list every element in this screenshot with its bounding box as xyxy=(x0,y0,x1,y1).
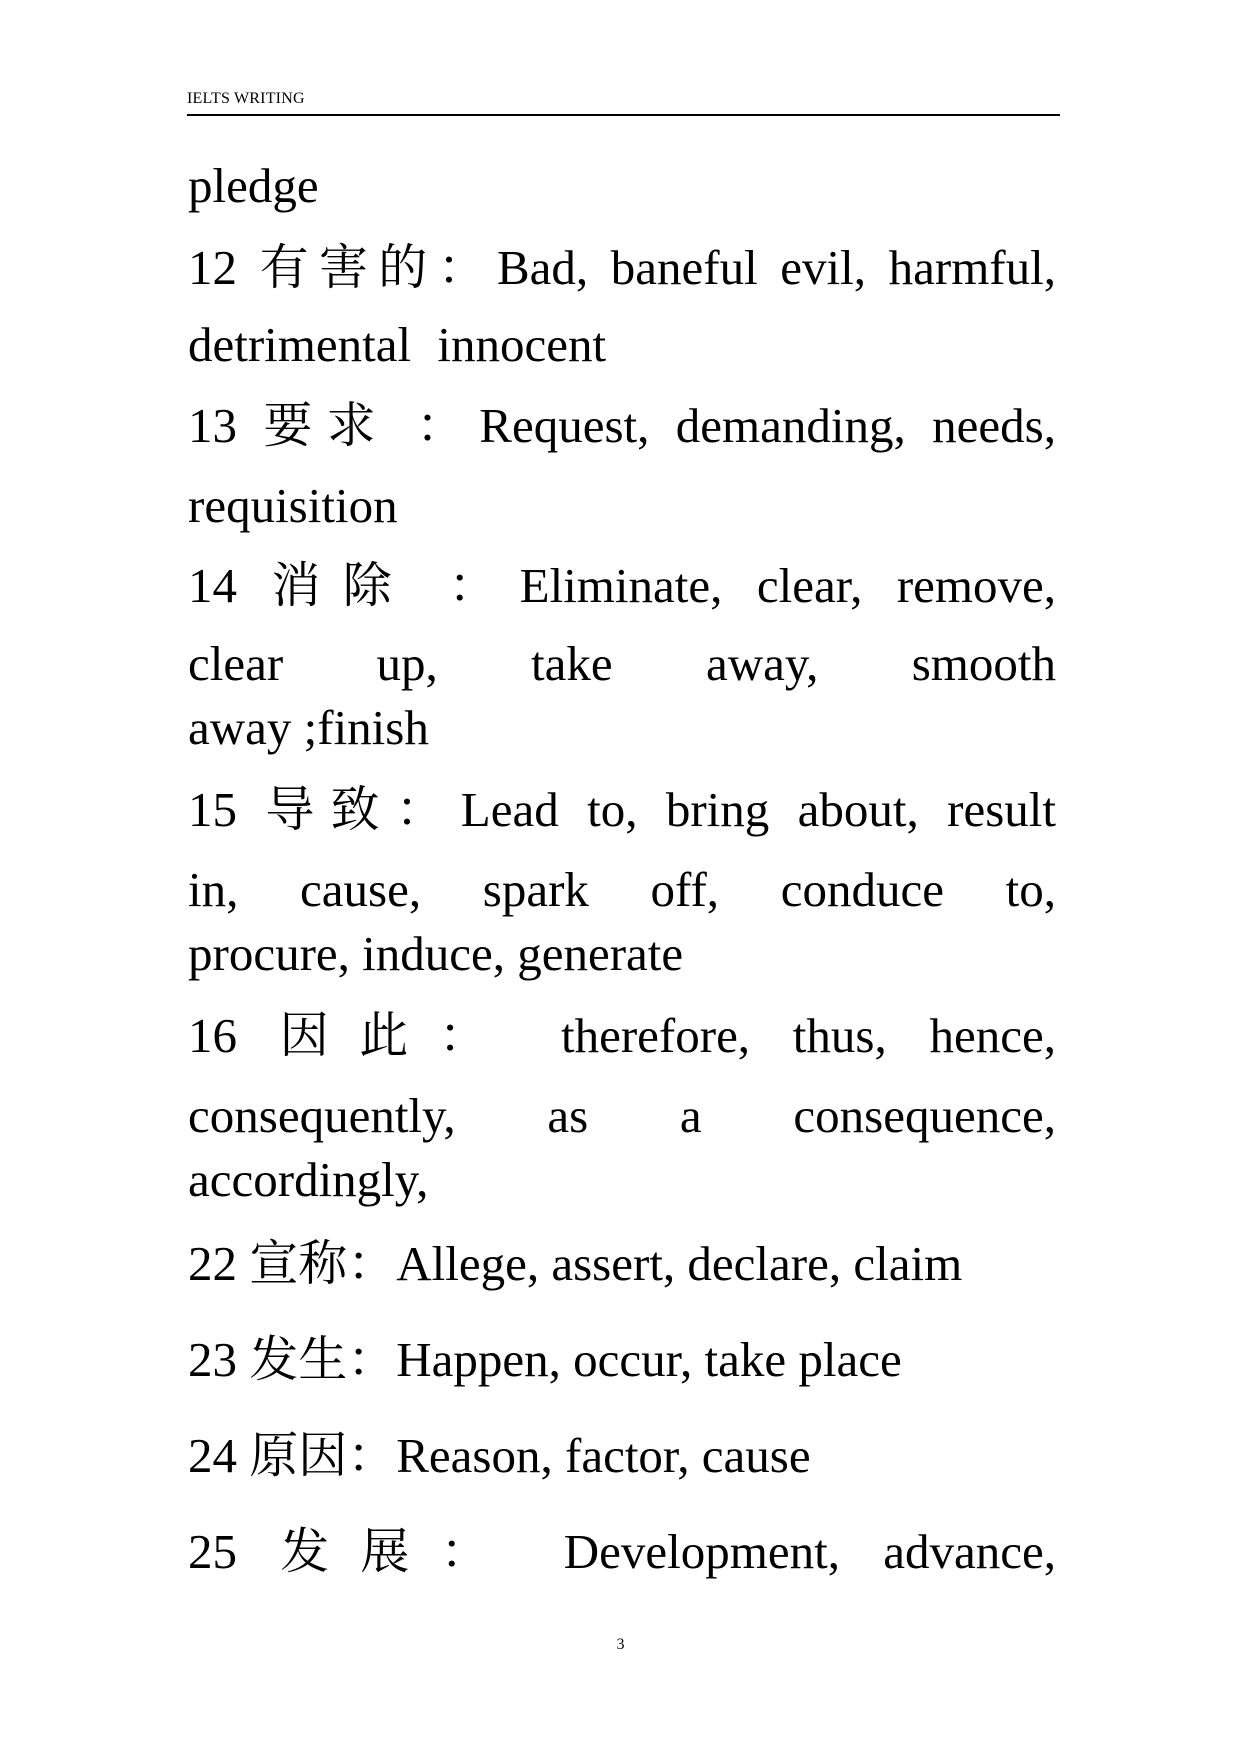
page-header xyxy=(187,88,1060,116)
text-line: in, cause, spark off, conduce to, xyxy=(188,862,1056,917)
text-line: accordingly, xyxy=(188,1152,429,1207)
text-line: 23 发生：Happen, occur, take place xyxy=(188,1332,902,1387)
text-line: requisition xyxy=(188,478,398,533)
text-line: clear up, take away, smooth xyxy=(188,636,1056,691)
text-line: 22 宣称：Allege, assert, declare, claim xyxy=(188,1236,963,1291)
text-line: 14 消除 ：Eliminate, clear, remove, xyxy=(188,558,1056,613)
text-line: 12 有害的：Bad, baneful evil, harmful, xyxy=(188,240,1056,295)
header-title: IELTS WRITING xyxy=(187,90,305,107)
text-line: detrimental innocent xyxy=(188,317,607,372)
page-number: 3 xyxy=(616,1636,625,1653)
text-line: 15 导致：Lead to, bring about, result xyxy=(188,782,1056,837)
text-line: consequently, as a consequence, xyxy=(188,1088,1056,1143)
text-line: 13 要求 ：Request, demanding, needs, xyxy=(188,398,1056,453)
text-line: procure, induce, generate xyxy=(188,926,684,981)
text-line: 16 因此： therefore, thus, hence, xyxy=(188,1008,1056,1063)
text-line: 25 发展： Development, advance, xyxy=(188,1524,1056,1579)
text-line: 24 原因：Reason, factor, cause xyxy=(188,1428,811,1483)
text-line: away ;finish xyxy=(188,700,429,755)
text-line: pledge xyxy=(188,158,319,213)
